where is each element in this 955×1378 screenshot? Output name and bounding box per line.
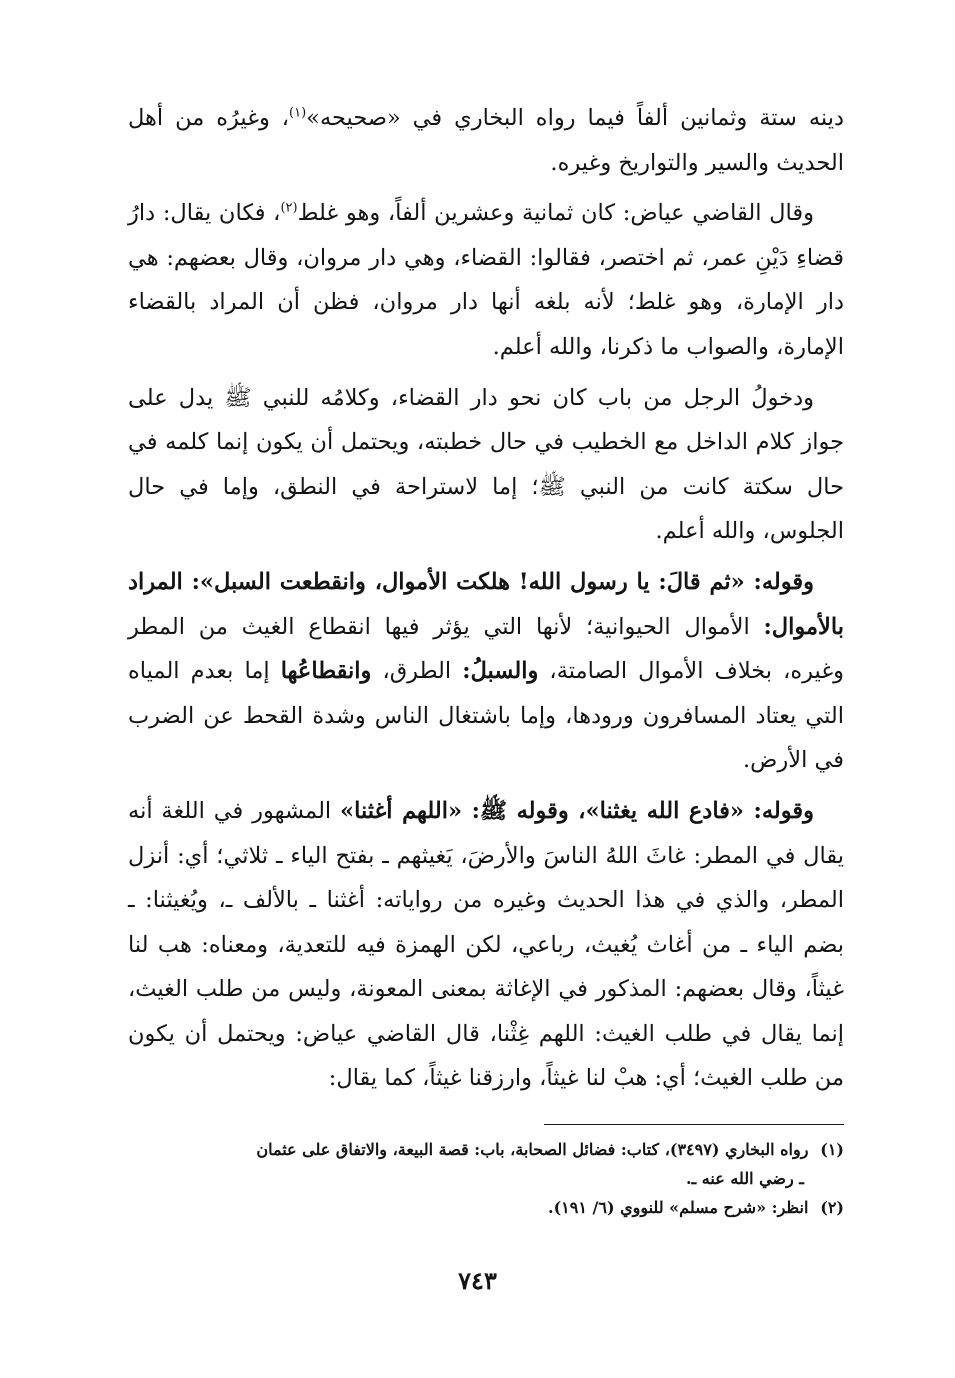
footnote-ref-1[interactable]: (١) [289,105,307,121]
footnotes [128,1124,844,1222]
footnote-2-number: (٢) [820,1198,844,1217]
paragraph-3: ودخولُ الرجل من باب كان نحو دار القضاء، وكلامُه للنبي ﷺ يدل على جواز كلام الداخل مع الخطيب في حال خطبته، ويحتمل أن يكون إنما كلمه في حال سكتة كانت من النبي ﷺ؛ إما لاستراحة في النطق، وإما في حال الجلوس، والله أعلم. [128,384,844,545]
footnote-1-continuation: ـ رضي الله عنه ـ. [685,1169,804,1188]
paragraph-4-text-3: إما بعدم المياه التي يعتاد المسافرون ورودها، وإما باشتغال الناس وشدة القحط عن الضرب في الأرض. [128,658,844,774]
footnote-divider [544,1124,844,1125]
footnote-2 [128,1193,844,1222]
main-text [128,96,844,1107]
footnote-1-number: (١) [820,1140,844,1159]
footnote-2-text: انظر: «شرح مسلم» للنووي (٦/ ١٩١). [548,1198,809,1217]
paragraph-2-text: وقال القاضي عياض: كان ثمانية وعشرين ألفاً، وهو غلط [297,200,814,227]
paragraph-5-text: المشهور في اللغة أنه يقال في المطر: غاثَ اللهُ الناسَ والأرضَ، يَغيثهم ـ بفتح الياء ـ ثلاثي؛ أي: أنزل المطر، والذي في هذا الحديث وغيره من رواياته: أغثنا ـ بالألف ـ، ويُغيثنا: ـ بضم الياء ـ من أغاث يُغيث، رباعي، لكن الهمزة فيه للتعدية، ومعناه: هب لنا غيثاً، وقال بعضهم: المذكور في الإغاثة بمعنى المعونة، وليس من طلب الغيث، إنما يقال في طلب الغيث: اللهم غِثْنا، قال القاضي عياض: ويحتمل أن يكون من طلب الغيث؛ أي: هبْ لنا غيثاً، وارزقنا غيثاً، كما يقال: [128,797,844,1092]
paragraph-2 [128,191,844,369]
paragraph-4-bold-term-1: والسبلُ: [462,658,539,685]
paragraph-4 [128,560,844,783]
paragraph-4-text-1: الأموال الحيوانية؛ لأنها التي يؤثر فيها انقطاع الغيث من المطر وغيره، بخلاف الأموال الصامتة، [128,613,844,685]
paragraph-5 [128,789,844,1101]
paragraph-4-bold-quote: وقوله: «ثم قالَ: يا رسول الله! هلكت الأموال، وانقطعت السبل»: المراد بالأموال: [128,568,844,640]
paragraph-1-text-end: ، وغيرُه من أهل الحديث والسير والتواريخ وغيره. [128,105,844,176]
paragraph-4-bold-term-2: وانقطاعُها [280,658,372,685]
footnote-ref-2[interactable]: (٢) [280,200,298,216]
paragraph-1 [128,96,844,185]
paragraph-5-bold-quote: وقوله: «فادع الله يغثنا»، وقوله ﷺ: «اللهم أغثنا» [340,797,814,824]
footnote-1-text: رواه البخاري (٣٤٩٧)، كتاب: فضائل الصحابة، باب: قصة البيعة، والاتفاق على عثمان [256,1140,809,1159]
paragraph-4-text-2: الطرق، [371,658,463,685]
paragraph-1-text: دينه ستة وثمانين ألفاً فيما رواه البخاري في «صحيحه» [306,105,844,131]
footnote-1 [128,1135,844,1164]
paragraph-2-text-end: ، فكان يقال: دارُ قضاءِ دَيْنِ عمر، ثم اختصر، فقالوا: القضاء، وهي دار مروان، وقال بعضهم: هي دار الإمارة، وهو غلط؛ لأنه بلغه أنها دار مروان، فظن أن المراد بالقضاء الإمارة، والصواب ما ذكرنا، والله أعلم. [128,200,844,360]
page-number: ٧٤٣ [458,1266,497,1295]
